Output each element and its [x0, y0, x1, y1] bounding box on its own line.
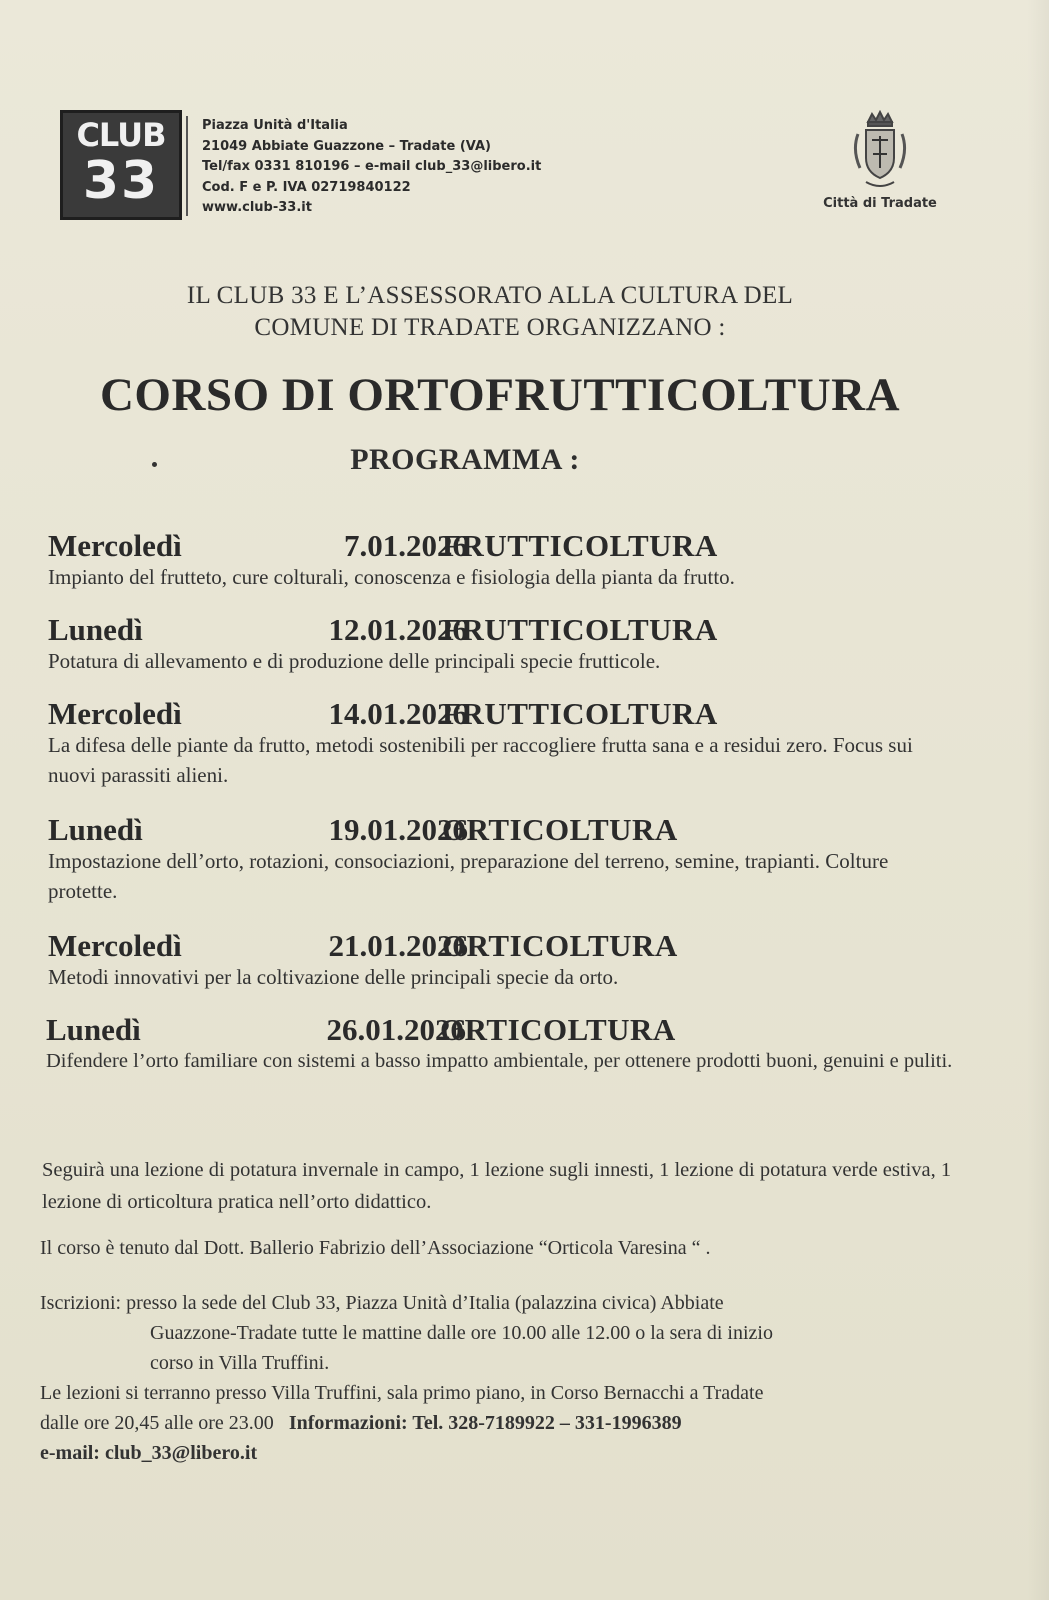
intro-line-2: COMUNE DI TRADATE ORGANIZZANO : — [254, 314, 726, 341]
session-day: Mercoledì — [48, 528, 182, 563]
program-heading: PROGRAMMA : — [350, 443, 580, 476]
contact-phone-email: Tel/fax 0331 810196 – e-mail club_33@libero.it — [202, 159, 542, 174]
intro-text — [0, 280, 980, 344]
teacher-note: Il corso è tenuto dal Dott. Ballerio Fabrizio dell’Associazione “Orticola Varesina “ . — [40, 1237, 711, 1259]
paper-edge-shadow — [1027, 0, 1049, 1600]
session-header — [48, 696, 1008, 734]
registration-line-1 — [40, 1288, 1000, 1318]
session-description: Impostazione dell’orto, rotazioni, consociazioni, preparazione del terreno, semine, trapianti. Colture protette. — [48, 849, 889, 903]
contact-vat: Cod. F e P. IVA 02719840122 — [202, 179, 411, 195]
session-description: Potatura di allevamento e di produzione delle principali specie frutticole. — [48, 649, 661, 673]
session-5 — [48, 928, 1008, 992]
session-2 — [48, 612, 1008, 676]
session-header — [48, 528, 1008, 566]
club-33-logo — [60, 110, 182, 220]
followup-note: Seguirà una lezione di potatura invernale in campo, 1 lezione sugli innesti, 1 lezione di potatura verde estiva, 1 lezione di orticoltura pratica nell’orto didattico. — [42, 1159, 952, 1213]
session-header — [48, 612, 1008, 650]
logo-divider — [186, 116, 188, 216]
session-day: Lunedì — [46, 1012, 141, 1047]
session-header — [48, 812, 1008, 850]
session-description: La difesa delle piante da frutto, metodi sostenibili per raccogliere frutta sana e a residui zero. Focus sui nuovi parassiti alieni. — [48, 733, 913, 787]
registration-text-1: presso la sede del Club 33, Piazza Unità d’Italia (palazzina civica) Abbiate — [126, 1292, 724, 1314]
contact-city: 21049 Abbiate Guazzone – Tradate (VA) — [202, 138, 491, 154]
session-1 — [48, 528, 1008, 592]
session-6 — [46, 1012, 1006, 1076]
logo-text-33: 33 — [82, 151, 160, 211]
session-date: 21.01.2026 — [328, 928, 468, 963]
lessons-location: Le lezioni si terranno presso Villa Truffini, sala primo piano, in Corso Bernacchi a Tradate — [40, 1382, 764, 1404]
lessons-time: dalle ore 20,45 alle ore 23.00 — [40, 1412, 274, 1434]
registration-label: Iscrizioni: — [40, 1292, 122, 1314]
session-header — [48, 928, 1008, 966]
lessons-time-info — [40, 1408, 1000, 1438]
contact-address: Piazza Unità d'Italia — [202, 118, 348, 133]
city-crest-icon — [840, 110, 920, 192]
session-date: 26.01.2026 — [326, 1012, 466, 1047]
contact-website: www.club-33.it — [202, 200, 312, 215]
session-topic: FRUTTICOLTURA — [442, 612, 718, 647]
session-description: Impianto del frutteto, cure colturali, conoscenza e fisiologia della pianta da frutto. — [48, 565, 735, 589]
contact-email: e-mail: club_33@libero.it — [40, 1442, 258, 1464]
session-date: 14.01.2026 — [328, 696, 468, 731]
session-date: 12.01.2026 — [328, 612, 468, 647]
session-day: Mercoledì — [48, 928, 182, 963]
session-description: Metodi innovativi per la coltivazione delle principali specie da orto. — [48, 965, 619, 989]
session-topic: FRUTTICOLTURA — [442, 528, 718, 563]
session-date: 7.01.2026 — [344, 528, 468, 563]
session-header — [46, 1012, 1006, 1050]
info-phone: Informazioni: Tel. 328-7189922 – 331-1996389 — [288, 1412, 682, 1434]
session-date: 19.01.2026 — [328, 812, 468, 847]
intro-line-1: IL CLUB 33 E L’ASSESSORATO ALLA CULTURA DEL — [186, 282, 794, 309]
crest-caption: Città di Tradate — [823, 196, 937, 211]
session-description: Difendere l’orto familiare con sistemi a basso impatto ambientale, per ottenere prodotti buoni, genuini e puliti. — [46, 1050, 953, 1072]
session-topic: FRUTTICOLTURA — [442, 696, 718, 731]
registration-block — [40, 1288, 1000, 1468]
registration-line-2: Guazzone-Tradate tutte le mattine dalle ore 10.00 alle 12.00 o la sera di inizio — [150, 1322, 773, 1344]
course-title: CORSO DI ORTOFRUTTICOLTURA — [99, 369, 901, 421]
session-4 — [48, 812, 1008, 906]
session-topic: ORTICOLTURA — [442, 928, 678, 963]
logo-text-club: CLUB — [76, 116, 166, 154]
session-day: Mercoledì — [48, 696, 182, 731]
registration-line-3: corso in Villa Truffini. — [150, 1352, 330, 1374]
session-3 — [48, 696, 1008, 790]
session-day: Lunedì — [48, 812, 143, 847]
session-day: Lunedì — [48, 612, 143, 647]
session-topic: ORTICOLTURA — [442, 812, 678, 847]
session-topic: ORTICOLTURA — [440, 1012, 676, 1047]
contact-block — [202, 116, 541, 219]
